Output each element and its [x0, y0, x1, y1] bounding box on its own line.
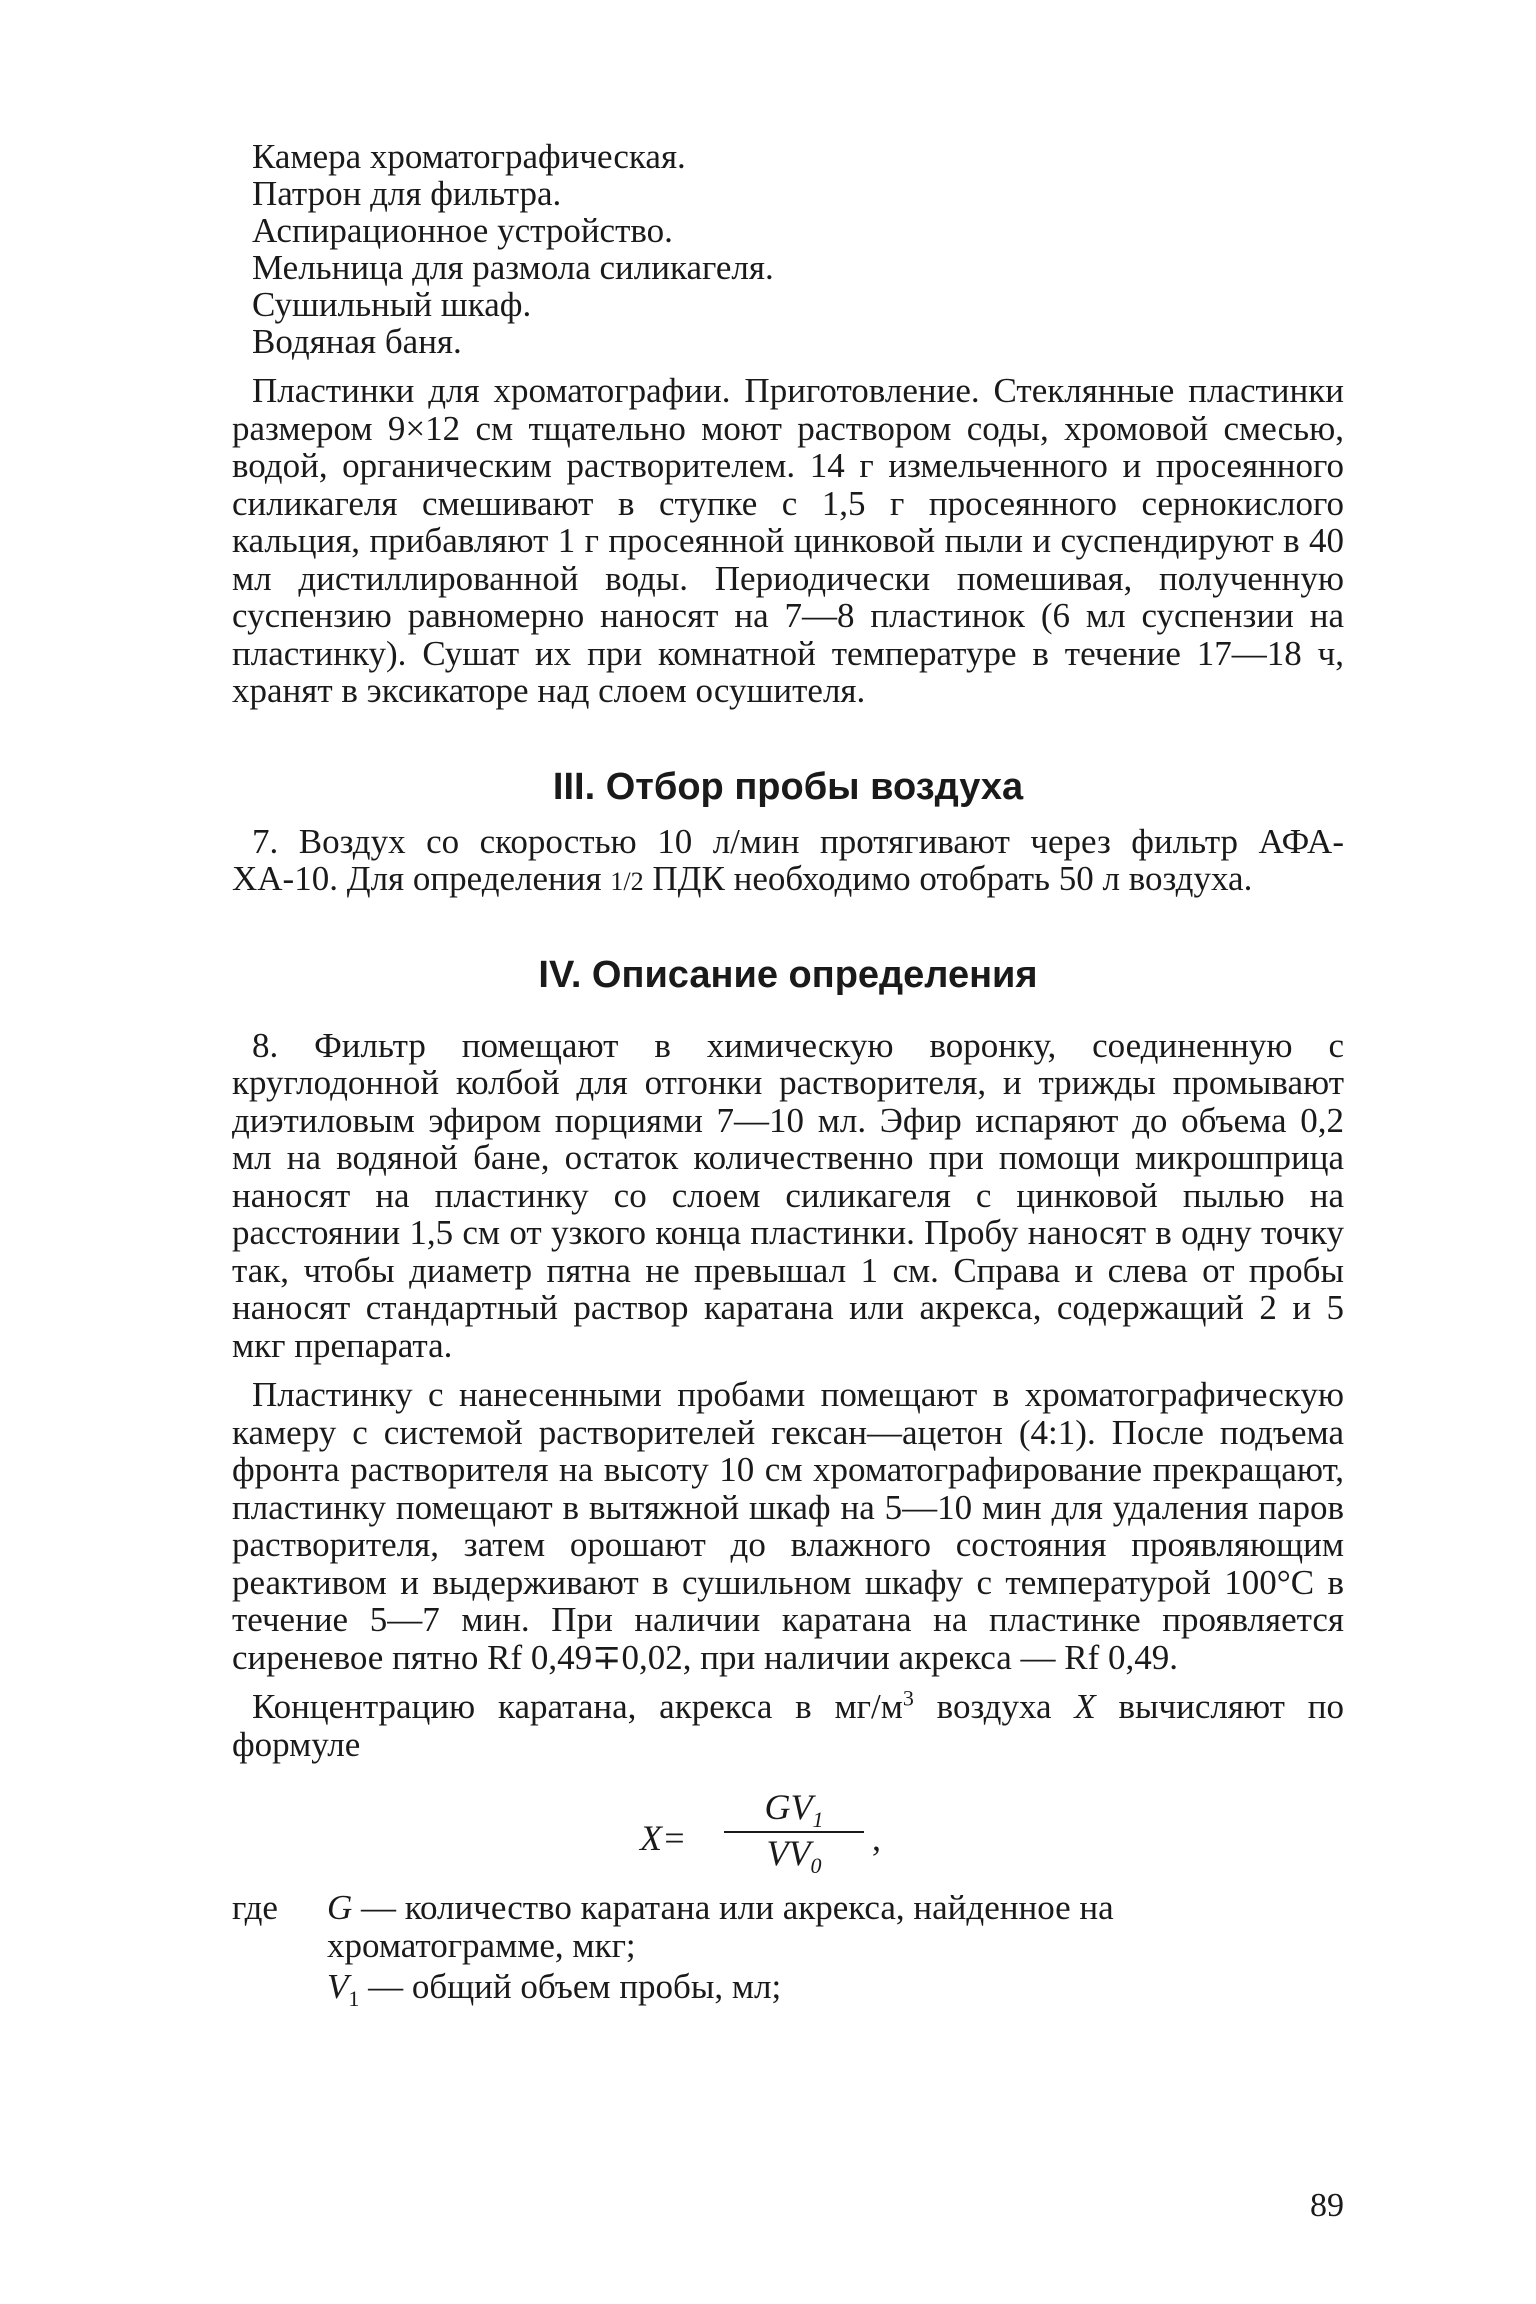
p7-text-before: 7. Воздух со скоростью 10 л/мин протягивают через фильтр АФА-ХА-10. Для определения: [232, 821, 1344, 898]
formula-numerator: [724, 1787, 864, 1833]
p10-text-middle: воздуха: [913, 1687, 1075, 1726]
where-word: где: [232, 1888, 278, 1927]
paragraph-concentration: [232, 1685, 1344, 1764]
paragraph-chromatography: Пластинку с нанесенными пробами помещают в хроматографическую камеру с системой растворителей гексан—ацетон (4:1). После подъема фронта растворителя на высоту 10 см хроматографирование прекращают, пластинку помещают в вытяжной шкаф на 5—10 мин для удаления паров растворителя, затем орошают до влажного состояния проявляющим реактивом и выдерживают в сушильном шкафу с температурой 100°С в течение 5—7 мин. При наличии каратана на пластинке проявляется сиреневое пятно Rf 0,49∓0,02, при наличии акрекса — Rf 0,49.: [232, 1375, 1344, 1677]
formula-fraction: [724, 1787, 864, 1879]
cubic-superscript: 3: [902, 1685, 914, 1711]
formula-lhs: X=: [640, 1818, 687, 1858]
plates-preparation-paragraph: Пластинки для хроматографии. Приготовление. Стеклянные пластинки размером 9×12 см тщательно моют раствором соды, хромовой смесью, водой, органическим растворителем. 14 г измельченного и просеянного силикагеля смешивают в ступке с 1,5 г просеянного сернокислого кальция, прибавляют 1 г просеянной цинковой пыли и суспендируют в 40 мл дистиллированной воды. Периодически помешивая, полученную суспензию равномерно наносят на 7—8 пластинок (6 мл суспензии на пластинку). Сушат их при комнатной температуре в течение 17—18 ч, хранят в эксикаторе над слоем осушителя.: [232, 371, 1344, 710]
section-4-heading: IV. Описание определения: [538, 953, 1038, 996]
list-item: Сушильный шкаф.: [252, 285, 532, 324]
paragraph-7: [232, 823, 1344, 901]
definition-g: [232, 1889, 1344, 1964]
formula-denominator: [724, 1831, 864, 1879]
half-fraction: 1/2: [610, 867, 644, 896]
formula-comma: ,: [872, 1818, 881, 1858]
variable-definitions: [232, 1888, 1344, 2011]
paragraph-8: 8. Фильтр помещают в химическую воронку, соединенную с круглодонной колбой для отгонки растворителя, и трижды промывают диэтиловым эфиром порциями 7—10 мл. Эфир испаряют до объема 0,2 мл на водяной бане, остаток количественно при помощи микрошприца наносят на пластинку со слоем силикагеля с цинковой пылью на расстоянии 1,5 см от узкого конца пластинки. Пробу наносят в одну точку так, чтобы диаметр пятна не превышал 1 см. Справа и слева от пробы наносят стандартный раствор каратана или акрекса, содержащий 2 и 5 мкг препарата.: [232, 1025, 1344, 1365]
denominator-main: VV: [766, 1833, 811, 1873]
list-item: Аспирационное устройство.: [252, 211, 673, 250]
equipment-list: [252, 138, 1344, 360]
denominator-sub: 0: [810, 1853, 822, 1879]
list-item: Патрон для фильтра.: [252, 174, 562, 213]
variable-x: X: [1074, 1687, 1096, 1726]
formula: [232, 1787, 1344, 1883]
definition-v1-text: — общий объем пробы, мл;: [359, 1967, 782, 2006]
definition-v1: [232, 1967, 1344, 2011]
variable-v: V: [327, 1967, 349, 2006]
page-number: 89: [1310, 2187, 1344, 2224]
p10-text-after: вычисляют по формуле: [232, 1687, 1344, 1764]
p10-text-before: Концентрацию каратана, акрекса в мг/м: [252, 1687, 903, 1726]
list-item: Мельница для размола силикагеля.: [252, 248, 774, 287]
numerator-sub: 1: [812, 1807, 824, 1833]
variable-g: G: [327, 1888, 353, 1927]
list-item: Водяная баня.: [252, 322, 462, 361]
page-content: [232, 137, 1344, 2011]
list-item: Камера хроматографическая.: [252, 137, 686, 176]
definition-g-text: — количество каратана или акрекса, найденное на хроматограмме, мкг;: [327, 1888, 1114, 1965]
p7-text-after: ПДК необходимо отобрать 50 л воздуха.: [643, 859, 1253, 898]
section-3-heading: III. Отбор пробы воздуха: [552, 765, 1024, 808]
numerator-main: GV: [764, 1787, 813, 1827]
variable-v-sub: 1: [348, 1986, 360, 2011]
